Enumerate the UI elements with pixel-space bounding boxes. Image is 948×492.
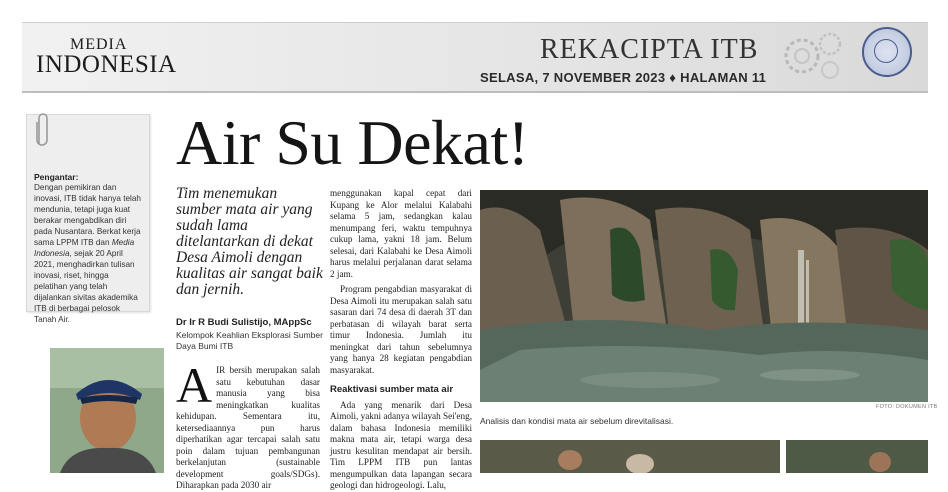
author-portrait-image xyxy=(50,348,164,473)
article-lede: Tim menemukan sumber mata air yang sudah lama ditelantarkan di dekat Desa Aimoli dengan kualitas air sangat baik dan jernih. xyxy=(176,185,323,298)
article-column-2 xyxy=(330,188,472,492)
itb-seal-icon xyxy=(862,27,912,77)
logo-media: MEDIA xyxy=(70,36,128,53)
gears-decoration-icon xyxy=(780,26,850,86)
paragraph: menggunakan kapal cepat dari Kupang ke Alor melalui Kalabahi selama 5 jam, sedangkan kalau menumpang feri, waktu tempuhnya cukup lama, yakni 18 jam. Belum selesai, dari Kalabahi ke Desa Aimoli harus melalui perjalanan darat selama 2 jam. xyxy=(330,188,472,279)
issue-date: SELASA, 7 NOVEMBER 2023 xyxy=(480,70,666,85)
article-column-1: AIR bersih merupakan salah satu kebutuhan dasar manusia yang bisa meningkatkan kualitas kehidupan. Sementara itu, ketersediaannya pun harus diperhatikan agar tercapai salah satu poin dalam tujuan pembangunan berkelanjutan (sustainable development goals/SDGs). Diharapkan pada 2030 air xyxy=(176,357,320,490)
fieldwork-photo-image xyxy=(480,440,928,473)
drop-cap: A xyxy=(176,357,213,413)
photo-caption: Analisis dan kondisi mata air sebelum direvitalisasi. xyxy=(480,416,674,426)
dateline xyxy=(480,70,766,85)
author-name: Dr Ir R Budi Sulistijo, MAppSc xyxy=(176,317,312,328)
rubric-title: REKACIPTA ITB xyxy=(540,34,759,65)
article-title: Air Su Dekat! xyxy=(176,107,529,178)
sidebar-note-body: Dengan pemikiran dan inovasi, ITB tidak hanya telah mendunia, tetapi juga kuat berakar mengabdikan diri pada Nusantara. Berkat kerja sama LPPM ITB dan Media Indonesia, sejak 20 April 2021, menghadirkan tulisan inovasi, riset, hingga pelatihan yang telah dijalankan sivitas akademika ITB di berbagai pelosok Tanah Air. xyxy=(34,183,141,324)
paperclip-icon xyxy=(35,110,49,148)
section-subhead: Reaktivasi sumber mata air xyxy=(330,384,454,395)
author-affiliation: Kelompok Keahlian Eksplorasi Sumber Daya Bumi ITB xyxy=(176,330,323,351)
photo-credit: FOTO: DOKUMEN ITB xyxy=(876,404,938,410)
diamond-separator: ♦ xyxy=(669,70,677,85)
paragraph: Ada yang menarik dari Desa Aimoli, yakni adanya wilayah Sei'eng, dalam bahasa Indonesia memiliki makna mata air, tetapi warga desa justru kesulitan mendapat air bersih. Tim LPPM ITB pun lantas mengumpulkan data lapangan secara geologi dan hidrogeologi. Lalu, xyxy=(330,399,472,490)
logo-indonesia: INDONESIA xyxy=(36,51,177,78)
sidebar-note-heading: Pengantar: xyxy=(34,172,79,182)
page-number: HALAMAN 11 xyxy=(680,70,767,85)
paragraph: Program pengabdian masyarakat di Desa Aimoli itu merupakan salah satu sasaran dari 74 desa di daerah 3T dan perbatasan di wilayah barat serta timur Indonesia. Jumlah itu meningkat dari tahun sebelumnya yang hanya 28 kegiatan pengabdian masyarakat. xyxy=(330,284,472,375)
spring-photo-image xyxy=(480,190,928,402)
